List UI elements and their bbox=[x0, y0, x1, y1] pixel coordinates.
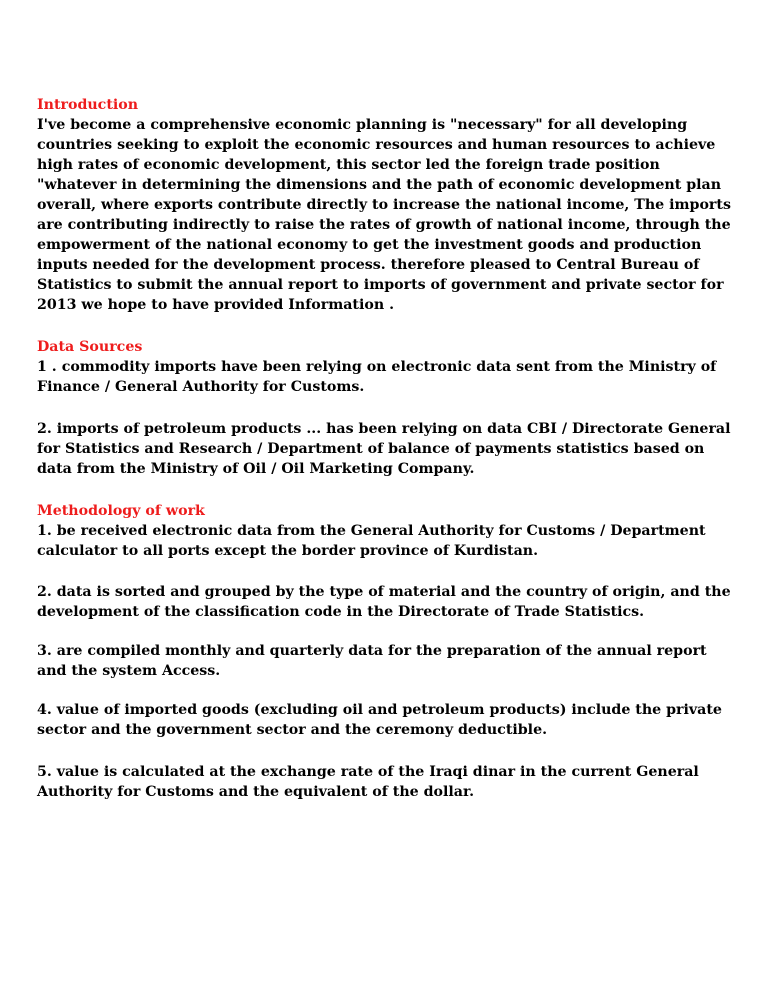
data-sources-section bbox=[37, 337, 737, 479]
data-sources-item-2: 2. imports of petroleum products ... has been relying on data CBI / Directorate General for Statistics and Research / Department of balance of payments statistics based on data from the Ministry of Oil / Oil Marketing Company. bbox=[37, 421, 731, 477]
introduction-body: I've become a comprehensive economic planning is "necessary" for all developing countries seeking to exploit the economic resources and human resources to achieve high rates of economic development, this sector led the foreign trade position "whatever in determining the dimensions and the path of economic development plan overall, where exports contribute directly to increase the national income, The imports are contributing indirectly to raise the rates of growth of national income, through the empowerment of the national economy to get the investment goods and production inputs needed for the development process. therefore pleased to Central Bureau of Statistics to submit the annual report to imports of government and private sector for 2013 we hope to have provided Information . bbox=[37, 117, 731, 313]
introduction-heading: Introduction bbox=[37, 97, 139, 113]
methodology-item-5: 5. value is calculated at the exchange rate of the Iraqi dinar in the current General Authority for Customs and the equivalent of the dollar. bbox=[37, 764, 699, 800]
methodology-item-1: 1. be received electronic data from the General Authority for Customs / Department calculator to all ports except the border province of Kurdistan. bbox=[37, 523, 706, 559]
methodology-item-2: 2. data is sorted and grouped by the type of material and the country of origin, and the development of the classification code in the Directorate of Trade Statistics. bbox=[37, 584, 731, 620]
document-page bbox=[37, 95, 737, 802]
methodology-item-4: 4. value of imported goods (excluding oil and petroleum products) include the private sector and the government sector and the ceremony deductible. bbox=[37, 702, 722, 738]
methodology-section bbox=[37, 501, 737, 802]
data-sources-heading: Data Sources bbox=[37, 339, 143, 355]
introduction-section bbox=[37, 95, 737, 315]
data-sources-item-1: 1 . commodity imports have been relying on electronic data sent from the Ministry of Finance / General Authority for Customs. bbox=[37, 359, 717, 395]
methodology-item-3: 3. are compiled monthly and quarterly data for the preparation of the annual report and the system Access. bbox=[37, 643, 707, 679]
methodology-heading: Methodology of work bbox=[37, 503, 205, 519]
